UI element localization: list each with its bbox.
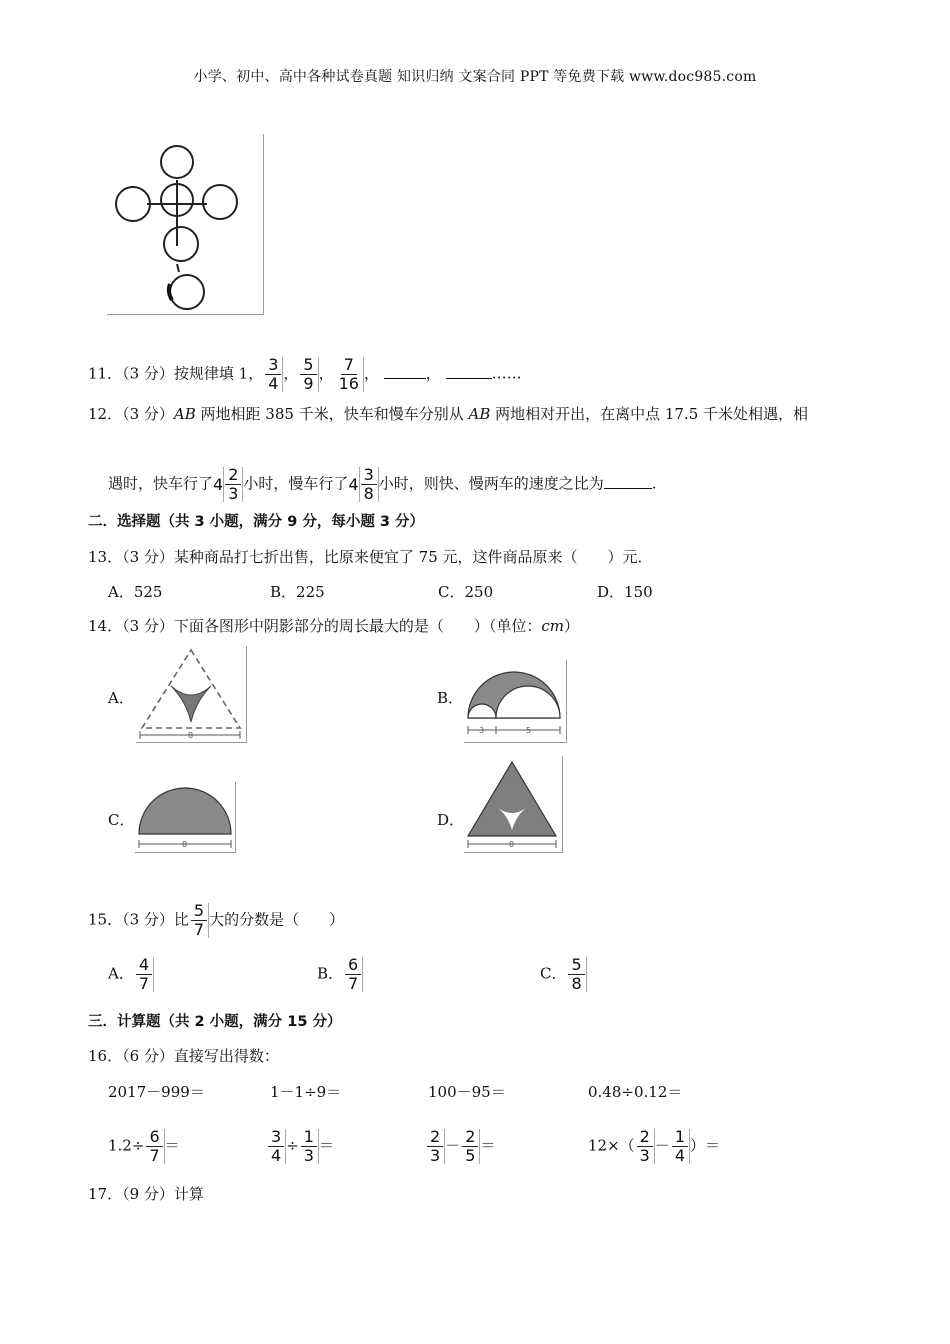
circle-left <box>116 187 150 221</box>
question-13: 13．（3 分）某种商品打七折出售，比原来便宜了 75 元，这件商品原来（ ）元． <box>88 548 653 566</box>
question-16: 16．（6 分）直接写出得数： <box>88 1047 279 1065</box>
q13-option-a[interactable]: A．525 <box>108 583 163 601</box>
q11-frac-3: $\frac{7}{16}$ <box>336 356 362 393</box>
svg-text:8: 8 <box>509 840 515 849</box>
svg-text:8: 8 <box>182 840 188 849</box>
q16-item-5: 1.2÷ $\frac{6}{7}$ ＝ <box>108 1127 180 1165</box>
q11-blank-1[interactable] <box>384 364 426 379</box>
question-12-line2: 遇时，快车行了 4 $\frac{2}{3}$ 小时，慢车行了 4 $\frac{3}{8}$ 小时，则快、慢两车的速度之比为 . <box>108 465 657 503</box>
semicircles-figure <box>464 660 566 742</box>
q13-option-b[interactable]: B．225 <box>270 583 325 601</box>
question-12-line1: 12．（3 分）AB 两地相距 385 千米，快车和慢车分别从 AB 两地相对开出，在离中点 17.5 千米处相遇，相 <box>88 405 809 423</box>
q14-option-b-label[interactable]: B． <box>437 689 464 707</box>
section-2-title: 二．选择题（共 3 小题，满分 9 分，每小题 3 分） <box>88 514 425 530</box>
q14-figure-a[interactable] <box>136 646 247 743</box>
q15-frac: $\frac{5}{7}$ <box>191 902 207 939</box>
svg-text:8: 8 <box>188 731 194 740</box>
question-11: 11．（3 分）按规律填 1， $\frac{3}{4}$ ， $\frac{5}{9}$ ， $\frac{7}{16}$ ， ， …… <box>88 355 522 393</box>
q16-item-2: 1－1÷9＝ <box>270 1083 342 1101</box>
circle-tree-diagram <box>107 134 263 314</box>
q11-blank-2[interactable] <box>446 364 492 379</box>
q13-option-d[interactable]: D．150 <box>597 583 653 601</box>
circle-tree-figure <box>107 134 264 315</box>
q15-option-c[interactable]: C． $\frac{5}{8}$ <box>540 956 587 993</box>
circle-right <box>203 185 237 219</box>
semicircle-figure <box>135 782 235 852</box>
q14-option-c-label[interactable]: C． <box>108 811 135 829</box>
q15-option-a[interactable]: A． $\frac{4}{7}$ <box>108 956 154 993</box>
q12-mixed-slow: 4 $\frac{3}{8}$ <box>348 466 378 503</box>
q16-item-7: $\frac{2}{3}$ － $\frac{2}{5}$ ＝ <box>425 1128 495 1165</box>
question-14: 14．（3 分）下面各图形中阴影部分的周长最大的是（ ）（单位：cm） <box>88 617 580 635</box>
q13-option-c[interactable]: C．250 <box>438 583 494 601</box>
dashed-triangle-figure <box>136 646 246 742</box>
q12-mixed-fast: 4 $\frac{2}{3}$ <box>213 466 243 503</box>
q11-prefix: 11．（3 分）按规律填 1， <box>88 364 264 383</box>
q14-figure-c[interactable] <box>135 782 236 853</box>
q14-figure-d[interactable] <box>464 756 563 853</box>
q16-item-8: 12×（ $\frac{2}{3}$ － $\frac{1}{4}$ ）＝ <box>588 1127 721 1165</box>
page-header: 小学、初中、高中各种试卷真题 知识归纳 文案合同 PPT 等免费下载 www.doc985.com <box>193 69 757 85</box>
circle-top <box>161 146 193 178</box>
q16-item-3: 100－95＝ <box>428 1083 506 1101</box>
q14-figure-b[interactable] <box>464 660 567 743</box>
q11-frac-2: $\frac{5}{9}$ <box>300 356 316 393</box>
q16-item-6: $\frac{3}{4}$ ÷ $\frac{1}{3}$ ＝ <box>266 1128 334 1165</box>
circle-middle <box>164 227 198 261</box>
q12-blank[interactable] <box>604 474 652 489</box>
section-3-title: 三．计算题（共 2 小题，满分 15 分） <box>88 1014 342 1030</box>
svg-text:5: 5 <box>526 726 532 735</box>
q16-item-4: 0.48÷0.12＝ <box>588 1083 683 1101</box>
q15-option-b[interactable]: B． $\frac{6}{7}$ <box>317 956 363 993</box>
question-17: 17．（9 分）计算 <box>88 1185 204 1203</box>
q16-item-1: 2017－999＝ <box>108 1083 205 1101</box>
circle-bottom <box>170 275 204 309</box>
q14-option-d-label[interactable]: D． <box>437 811 465 829</box>
svg-text:3: 3 <box>479 726 485 735</box>
shaded-triangle-figure <box>464 756 562 852</box>
q14-option-a-label[interactable]: A． <box>108 689 134 707</box>
q11-frac-1: $\frac{3}{4}$ <box>265 356 281 393</box>
question-15: 15．（3 分）比 $\frac{5}{7}$ 大的分数是（ ） <box>88 901 345 939</box>
